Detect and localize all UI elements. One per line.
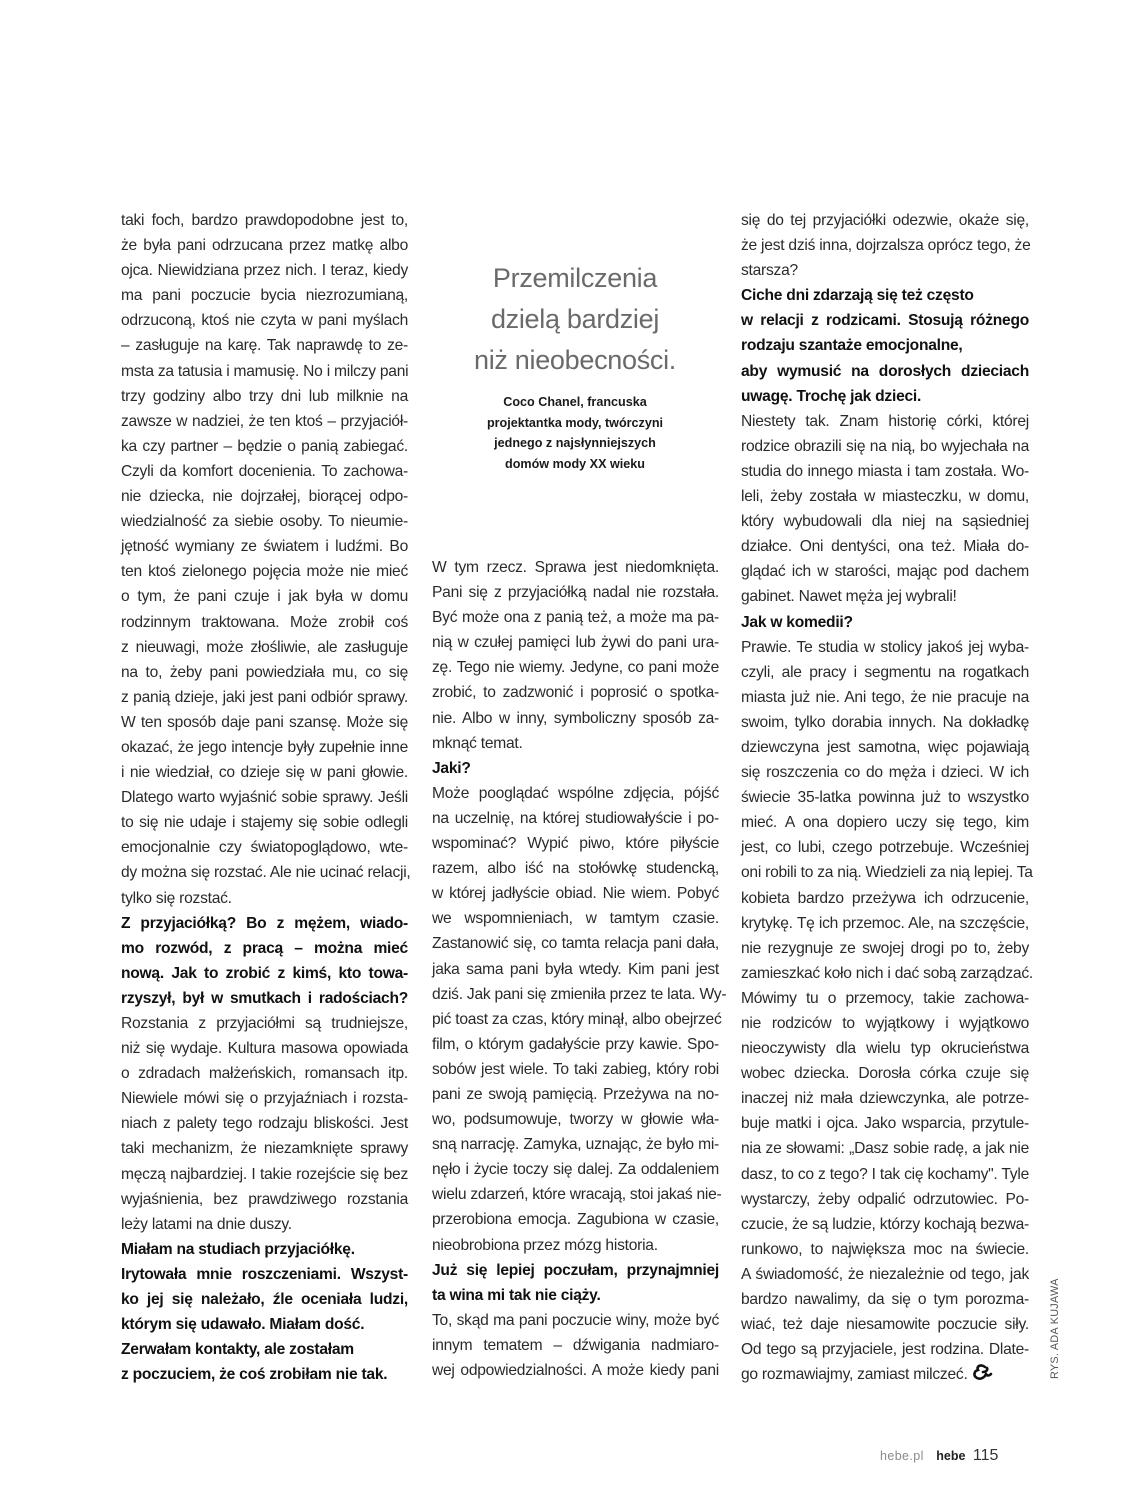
line-text: Czyli da komfort docenienia. To zachowa- bbox=[121, 462, 408, 480]
body-line bbox=[741, 860, 1033, 885]
body-line bbox=[121, 484, 408, 509]
body-line bbox=[121, 835, 408, 860]
attribution-line: jednego z najsłynniejszych bbox=[494, 436, 656, 450]
body-line bbox=[121, 685, 408, 710]
line-text: wiać, też daje niesamowite poczucie siły. bbox=[741, 1316, 1029, 1334]
line-text: nieobrobiona przez mózg historia. bbox=[432, 1236, 658, 1254]
body-line bbox=[741, 735, 1029, 760]
body-line bbox=[432, 580, 719, 605]
body-line bbox=[741, 936, 1029, 961]
body-line bbox=[741, 509, 1029, 534]
line-text: buje matki i ojca. Jako wsparcia, przytule- bbox=[741, 1115, 1029, 1133]
line-text: sobów jest wiele. To taki zabieg, który robi bbox=[432, 1060, 719, 1078]
body-line bbox=[741, 660, 1029, 685]
line-text: ma pani poczucie bycia niezrozumianą, bbox=[121, 287, 408, 305]
question-line bbox=[121, 986, 408, 1011]
line-text: że jest dziś inna, dojrzalsza oprócz tego, że bbox=[741, 237, 1031, 255]
line-text: rodzice obrazili się na nią, bo wyjechała na bbox=[741, 437, 1029, 455]
body-line bbox=[121, 233, 408, 258]
line-text: Zerwałam kontakty, ale zostałam bbox=[121, 1341, 354, 1359]
question-line bbox=[741, 333, 1029, 358]
body-line bbox=[432, 781, 719, 806]
body-line bbox=[432, 680, 719, 705]
line-text: wo, podsumowuje, tworzy w głowie wła- bbox=[432, 1111, 719, 1129]
footer-site: hebe.pl bbox=[880, 1449, 924, 1463]
line-text: mknąć temat. bbox=[432, 734, 523, 752]
body-line bbox=[432, 982, 727, 1007]
line-text: zę. Tego nie wiemy. Jedyne, co pani może bbox=[432, 659, 719, 677]
body-line bbox=[121, 1011, 408, 1036]
line-text: zamieszkać koło nich i dać sobą zarządzać. bbox=[741, 964, 1033, 982]
line-text: Prawie. Te studia w stolicy jakoś jej wyba- bbox=[741, 638, 1029, 656]
line-text: Niestety tak. Znam historię córki, której bbox=[741, 412, 1029, 430]
body-line bbox=[121, 1086, 408, 1111]
body-line bbox=[741, 409, 1029, 434]
attribution-line: projektantka mody, twórczyni bbox=[486, 415, 664, 430]
body-line bbox=[741, 208, 1029, 233]
attribution-line: domów mody XX wieku bbox=[505, 456, 645, 471]
body-line bbox=[121, 1187, 408, 1212]
question-line bbox=[121, 936, 408, 961]
line-text: glądać ich w starości, mając pod dachem bbox=[741, 563, 1029, 581]
body-line bbox=[741, 1061, 1029, 1086]
line-text: jaka sama pani była wtedy. Kim pani jest bbox=[432, 960, 719, 978]
body-line bbox=[741, 233, 1029, 258]
body-line bbox=[121, 308, 408, 333]
line-text: wiedzialność za siebie osoby. To nieumie- bbox=[121, 513, 408, 531]
question-line bbox=[121, 961, 408, 986]
line-text: ten ktoś zielonego pojęcia może nie mieć bbox=[121, 563, 408, 581]
line-text: gabinet. Nawet męża jej wybrali! bbox=[741, 588, 957, 606]
line-text: nie rodziców to wyjątkowy i wyjątkowo bbox=[741, 1015, 1029, 1032]
body-line bbox=[432, 1007, 722, 1032]
body-line bbox=[121, 860, 411, 885]
line-text: ojca. Niewidziana przez nich. I teraz, kiedy bbox=[121, 262, 408, 280]
line-text: we wspomnieniach, w tamtym czasie. bbox=[432, 910, 719, 928]
body-line bbox=[432, 706, 719, 731]
line-text: swoim, tylko dorabia innych. Na dokładkę bbox=[741, 713, 1029, 731]
line-text: o zdradach małżeńskich, romansach itp. bbox=[121, 1065, 408, 1083]
pull-quote bbox=[430, 258, 720, 381]
line-text: go rozmawiajmy, zamiast milczeć. bbox=[741, 1366, 968, 1384]
question-line bbox=[121, 911, 408, 936]
line-text: który wybudowali dla niej na sąsiedniej bbox=[741, 513, 1029, 531]
line-text: wspominać? Wypić piwo, które piłyście bbox=[432, 835, 719, 853]
line-text: Zastanowić się, co tamta relacja pani dała, bbox=[432, 935, 719, 953]
line-text: tylko się rozstać. bbox=[121, 889, 232, 907]
line-text: wystarczy, żeby odpalić odrzutowiec. Po- bbox=[741, 1190, 1029, 1208]
question-line bbox=[432, 756, 719, 781]
line-text: ta wina mi tak nie ciąży. bbox=[432, 1286, 601, 1304]
body-line bbox=[741, 559, 1029, 584]
question-line bbox=[432, 1258, 719, 1283]
line-text: mieć. A ona dopiero uczy się tego, kim bbox=[741, 814, 1029, 832]
line-text: nie. Albo w inny, symboliczny sposób za- bbox=[432, 709, 719, 727]
line-text: film, o którym gadałyście przy kawie. Spo- bbox=[432, 1035, 719, 1053]
body-line bbox=[121, 710, 408, 735]
line-text: kobieta bardzo przeżywa ich odrzucenie, bbox=[741, 889, 1029, 907]
body-line bbox=[741, 484, 1029, 509]
line-text: razem, albo iść na stołówkę studencką, bbox=[432, 860, 719, 878]
line-text: to się nie udaje i stajemy się sobie odlegli bbox=[121, 814, 408, 832]
body-line bbox=[121, 1136, 408, 1161]
line-text: krytykę. Tę ich przemoc. Ale, na szczęście, bbox=[741, 914, 1029, 932]
body-line bbox=[741, 459, 1029, 484]
line-text: innym tematem – dźwigania nadmiaro- bbox=[432, 1336, 719, 1354]
line-text: Miałam na studiach przyjaciółkę. bbox=[121, 1240, 355, 1258]
question-line bbox=[432, 1283, 719, 1308]
body-line bbox=[741, 961, 1033, 986]
body-line bbox=[121, 509, 408, 534]
line-text: bardzo nawalimy, da się o tym porozma- bbox=[741, 1291, 1029, 1309]
body-line bbox=[121, 610, 408, 635]
line-text: A świadomość, że niezależnie od tego, jak bbox=[741, 1265, 1029, 1283]
question-line bbox=[741, 359, 1029, 384]
line-text: To, skąd ma pani poczucie winy, może być bbox=[432, 1311, 719, 1329]
body-line bbox=[741, 1312, 1029, 1337]
line-text: leży latami na dnie duszy. bbox=[121, 1215, 292, 1233]
body-line bbox=[432, 1107, 719, 1132]
illustration-credit: RYS. ADA KUJAWA bbox=[1049, 1278, 1061, 1379]
body-line bbox=[741, 911, 1029, 936]
line-text: świecie 35-latka powinna już to wszystko bbox=[741, 789, 1029, 807]
body-line bbox=[121, 409, 408, 434]
attribution-line: Coco Chanel, francuska bbox=[503, 395, 647, 409]
body-line bbox=[741, 785, 1029, 810]
line-text: nie dziecka, nie dojrzałej, biorącej odpo- bbox=[121, 488, 408, 506]
line-text: jętność wymiany ze światem i ludźmi. Bo bbox=[121, 538, 408, 556]
line-text: niż się wydaje. Kultura masowa opowiada bbox=[121, 1040, 408, 1058]
line-text: Jaki? bbox=[432, 759, 471, 777]
body-line bbox=[432, 1057, 719, 1082]
line-text: niach z palety tego rodzaju bliskości. Jest bbox=[121, 1115, 408, 1133]
body-line bbox=[121, 1036, 408, 1061]
line-text: w relacji z rodzicami. Stosują różnego bbox=[741, 312, 1029, 330]
body-line bbox=[741, 1237, 1029, 1262]
body-line bbox=[741, 1212, 1029, 1237]
line-text: W ten sposób daje pani szansę. Może się bbox=[121, 713, 408, 731]
line-text: runkowo, to największa moc na świecie. bbox=[741, 1240, 1029, 1258]
body-line bbox=[432, 1207, 719, 1232]
body-line bbox=[741, 1111, 1029, 1136]
line-text: Dlatego warto wyjaśnić sobie sprawy. Jeśli bbox=[121, 789, 408, 807]
line-text: którym się udawało. Miałam dość. bbox=[121, 1316, 365, 1334]
body-line bbox=[432, 831, 719, 856]
line-text: się do tej przyjaciółki odezwie, okaże się, bbox=[741, 212, 1029, 229]
question-line bbox=[121, 1237, 408, 1262]
body-line bbox=[121, 1212, 408, 1237]
body-line bbox=[432, 1182, 722, 1207]
body-line bbox=[741, 685, 1029, 710]
body-line bbox=[432, 1032, 719, 1057]
body-line bbox=[432, 906, 719, 931]
body-line bbox=[121, 635, 408, 660]
line-text: czyli, ale pracy i segmentu na rogatkach bbox=[741, 663, 1029, 681]
line-text: męczą najbardziej. I takie rozejście się bez bbox=[121, 1165, 408, 1183]
body-line bbox=[121, 384, 408, 409]
body-line bbox=[121, 434, 408, 459]
body-line bbox=[432, 630, 719, 655]
body-line bbox=[121, 534, 408, 559]
question-line bbox=[121, 1262, 408, 1287]
line-text: inaczej niż mała dziewczynka, ale potrze- bbox=[741, 1090, 1029, 1108]
body-line bbox=[741, 1011, 1029, 1036]
body-line bbox=[432, 555, 719, 580]
body-line bbox=[432, 1157, 719, 1182]
line-text: ko jej się należało, źle oceniała ludzi, bbox=[121, 1291, 408, 1309]
line-text: wobec dziecka. Dorosła córka czuje się bbox=[741, 1065, 1029, 1083]
body-line bbox=[741, 635, 1029, 660]
body-line bbox=[432, 1333, 719, 1358]
line-text: Rozstania z przyjaciółmi są trudniejsze, bbox=[121, 1015, 408, 1032]
line-text: czucie, że są ludzie, którzy kochają bezwa- bbox=[741, 1215, 1029, 1233]
line-text: Może pooglądać wspólne zdjęcia, pójść bbox=[432, 784, 719, 802]
body-line bbox=[432, 1358, 719, 1383]
body-line bbox=[741, 1262, 1029, 1287]
line-text: z nieuwagi, może złośliwie, ale zasługuje bbox=[121, 638, 408, 656]
body-line bbox=[741, 584, 1029, 609]
line-text: pani ze swoją pamięcią. Przeżywa na no- bbox=[432, 1085, 719, 1103]
line-text: odrzuconą, ktoś nie czyta w pani myślach bbox=[121, 312, 408, 330]
body-line bbox=[741, 1362, 1029, 1387]
body-line bbox=[121, 283, 408, 308]
body-line bbox=[121, 258, 408, 283]
line-text: Być może ona z panią też, a może ma pa- bbox=[432, 609, 719, 627]
body-line bbox=[741, 1287, 1029, 1312]
line-text: Z przyjaciółką? Bo z mężem, wiado- bbox=[121, 914, 408, 932]
line-text: msta za tatusia i mamusię. No i milczy pani bbox=[121, 362, 409, 380]
body-line bbox=[741, 1187, 1029, 1212]
line-text: na to, żeby pani powiedziała mu, co się bbox=[121, 663, 408, 681]
line-text: dy można się rozstać. Ale nie ucinać relacji, bbox=[121, 864, 411, 882]
line-text: starsza? bbox=[741, 262, 798, 280]
body-line bbox=[121, 1111, 408, 1136]
line-text: studia do innego miasta i tam została. Wo- bbox=[741, 462, 1029, 480]
body-line bbox=[121, 459, 408, 484]
line-text: Jak w komedii? bbox=[741, 613, 853, 631]
line-text: Pani się z przyjaciółką nadal nie rozstała. bbox=[432, 584, 719, 602]
line-text: zrobić, to zadzwonić i poprosić o spotka- bbox=[432, 684, 719, 702]
line-text: emocjonalnie czy światopoglądowo, wte- bbox=[121, 839, 408, 857]
article-column-2 bbox=[432, 555, 727, 1383]
line-text: nieoczywisty dla wielu typ okrucieństwa bbox=[741, 1040, 1029, 1058]
line-text: wielu zdarzeń, które wracają, stoi jakaś nie- bbox=[432, 1186, 722, 1204]
line-text: nie rezygnuje ze swojej drogi po to, żeby bbox=[741, 939, 1029, 957]
body-line bbox=[121, 660, 408, 685]
line-text: na uczelnię, na której studiowałyście i po- bbox=[432, 809, 719, 827]
body-line bbox=[741, 986, 1029, 1011]
body-line bbox=[741, 1136, 1029, 1161]
article-column-1 bbox=[121, 208, 411, 1387]
body-line bbox=[432, 731, 719, 756]
line-text: miasta już nie. Ani tego, że nie pracuje na bbox=[741, 688, 1029, 706]
line-text: rodzinnym traktowana. Może zrobił coś bbox=[121, 613, 408, 631]
body-line bbox=[121, 359, 408, 384]
line-text: rodzaju szantaże emocjonalne, bbox=[741, 337, 963, 355]
line-text: aby wymusić na dorosłych dzieciach bbox=[741, 362, 1029, 380]
question-line bbox=[741, 384, 1029, 409]
body-line bbox=[741, 886, 1029, 911]
body-line bbox=[741, 258, 1029, 283]
question-line bbox=[121, 1312, 408, 1337]
body-line bbox=[432, 1082, 719, 1107]
body-line bbox=[121, 1061, 408, 1086]
line-text: jest, co lubi, czego potrzebuje. Wcześniej bbox=[741, 839, 1029, 857]
question-line bbox=[741, 308, 1029, 333]
line-text: rzyszył, był w smutkach i radościach? bbox=[121, 989, 408, 1007]
question-line bbox=[121, 1287, 408, 1312]
body-line bbox=[432, 931, 719, 956]
line-text: uwagę. Trochę jak dzieci. bbox=[741, 387, 922, 405]
body-line bbox=[121, 1162, 408, 1187]
line-text: oni robili to za nią. Wiedzieli za nią lepiej. Ta bbox=[741, 864, 1033, 882]
body-line bbox=[741, 1337, 1029, 1362]
body-line bbox=[432, 856, 719, 881]
line-text: nową. Jak to zrobić z kimś, kto towa- bbox=[121, 964, 408, 982]
line-text: Mówimy tu o przemocy, takie zachowa- bbox=[741, 989, 1029, 1007]
line-text: Ciche dni zdarzają się też często bbox=[741, 287, 974, 305]
pull-quote-line: niż nieobecności. bbox=[473, 345, 677, 375]
body-line bbox=[432, 655, 719, 680]
line-text: w której jadłyście obiad. Nie wiem. Pobyć bbox=[432, 885, 719, 903]
ampersand-end-icon bbox=[971, 1364, 993, 1382]
line-text: i nie wiedział, co dzieje się w pani głowie. bbox=[121, 764, 408, 782]
line-text: że była pani odrzucana przez matkę albo bbox=[121, 237, 408, 255]
footer-brand: hebe bbox=[936, 1449, 966, 1463]
line-text: – zasługuje na karę. Tak naprawdę to ze- bbox=[121, 337, 408, 355]
question-line bbox=[121, 1337, 408, 1362]
line-text: Irytowała mnie roszczeniami. Wszyst- bbox=[121, 1265, 408, 1283]
body-line bbox=[121, 584, 408, 609]
line-text: się roszczenia co do męża i dzieci. W ich bbox=[741, 764, 1029, 782]
body-line bbox=[121, 810, 408, 835]
question-line bbox=[741, 610, 1029, 635]
line-text: okazać, że jego intencje były zupełnie inne bbox=[121, 738, 408, 756]
line-text: o tym, że pani czuje i jak była w domu bbox=[121, 588, 408, 606]
body-line bbox=[121, 735, 408, 760]
body-line bbox=[432, 881, 719, 906]
pull-quote-line: dzielą bardziej bbox=[490, 304, 660, 334]
line-text: zawsze w nadziei, że ten ktoś – przyjaciół- bbox=[121, 412, 408, 430]
question-line bbox=[741, 283, 1029, 308]
line-text: W tym rzecz. Sprawa jest niedomknięta. bbox=[432, 559, 719, 576]
question-line bbox=[121, 1362, 408, 1387]
body-line bbox=[741, 534, 1029, 559]
body-line bbox=[741, 835, 1029, 860]
line-text: Już się lepiej poczułam, przynajmniej bbox=[432, 1261, 719, 1279]
line-text: dziewczyna jest samotna, więc pojawiają bbox=[741, 738, 1029, 756]
body-line bbox=[432, 957, 719, 982]
body-line bbox=[121, 760, 408, 785]
line-text: nęło i życie toczy się dalej. Za oddaleniem bbox=[432, 1161, 719, 1179]
line-text: Niewiele mówi się o przyjaźniach i rozsta- bbox=[121, 1090, 408, 1108]
line-text: z panią dzieje, jaki jest pani odbiór sprawy. bbox=[121, 688, 408, 706]
pull-quote-line: Przemilczenia bbox=[492, 263, 658, 293]
line-text: przerobiona emocja. Zagubiona w czasie, bbox=[432, 1211, 719, 1229]
article-column-3 bbox=[741, 208, 1033, 1387]
line-text: wyjaśnienia, bez prawdziwego rozstania bbox=[121, 1190, 408, 1208]
quote-attribution bbox=[430, 392, 720, 474]
page-footer bbox=[880, 1447, 998, 1469]
body-line bbox=[432, 1233, 719, 1258]
body-line bbox=[121, 333, 408, 358]
body-line bbox=[432, 1308, 719, 1333]
body-line bbox=[741, 1036, 1029, 1061]
body-line bbox=[741, 1086, 1029, 1111]
body-line bbox=[432, 1132, 719, 1157]
line-text: Od tego są przyjaciele, jest rodzina. Dlate- bbox=[741, 1341, 1029, 1359]
line-text: działce. Oni dentyści, ona też. Miała do- bbox=[741, 538, 1029, 556]
body-line bbox=[741, 1162, 1029, 1187]
body-line bbox=[121, 208, 408, 233]
body-line bbox=[121, 785, 408, 810]
line-text: sną narrację. Zamyka, uznając, że było mi- bbox=[432, 1136, 719, 1154]
body-line bbox=[741, 760, 1029, 785]
line-text: wej odpowiedzialności. A może kiedy pani bbox=[432, 1362, 719, 1379]
line-text: mo rozwód, z pracą – można mieć bbox=[121, 939, 408, 957]
line-text: ka czy partner – będzie o panią zabiegać. bbox=[121, 437, 408, 455]
body-line bbox=[432, 806, 719, 831]
page-number: 115 bbox=[972, 1447, 999, 1464]
body-line bbox=[432, 605, 719, 630]
line-text: dasz, to co z tego? I tak cię kochamy". Tyle bbox=[741, 1165, 1029, 1183]
line-text: leli, żeby została w miasteczku, w domu, bbox=[741, 488, 1029, 506]
body-line bbox=[741, 434, 1029, 459]
line-text: pić toast za czas, który minął, albo obejrzeć bbox=[432, 1010, 722, 1028]
body-line bbox=[741, 710, 1029, 735]
body-line bbox=[741, 810, 1029, 835]
line-text: z poczuciem, że coś zrobiłam nie tak. bbox=[121, 1366, 388, 1384]
line-text: taki foch, bardzo prawdopodobne jest to, bbox=[121, 212, 408, 229]
body-line bbox=[121, 886, 408, 911]
line-text: taki mechanizm, że niezamknięte sprawy bbox=[121, 1140, 408, 1158]
line-text: trzy godziny albo trzy dni lub milknie na bbox=[121, 387, 408, 405]
line-text: nią w czułej pamięci lub żywi do pani ura- bbox=[432, 634, 719, 652]
line-text: dziś. Jak pani się zmieniła przez te lata. Wy- bbox=[432, 985, 727, 1003]
line-text: nia ze słowami: „Dasz sobie radę, a jak nie bbox=[741, 1140, 1029, 1158]
body-line bbox=[121, 559, 408, 584]
